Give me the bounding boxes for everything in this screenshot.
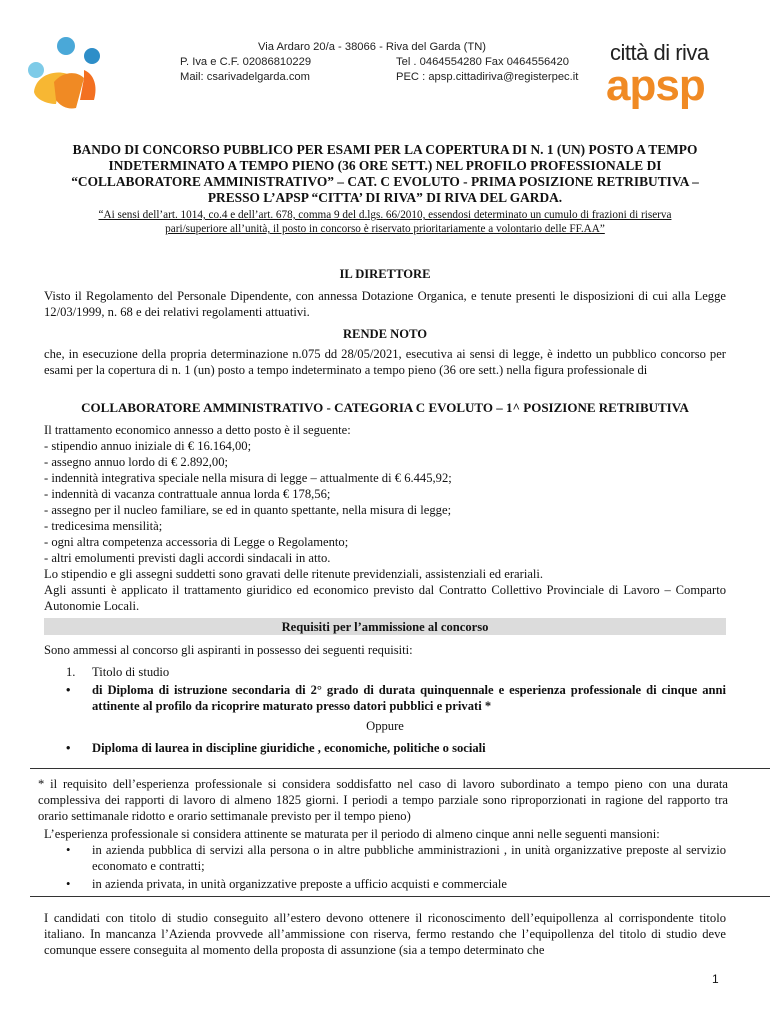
- list-item: - stipendio annuo iniziale di € 16.164,00;: [44, 439, 252, 453]
- list-number: 1.: [66, 665, 76, 679]
- header-vat: P. Iva e C.F. 02086810229: [180, 56, 312, 68]
- foreign-qualification-text: I candidati con titolo di studio conseguito all’estero devono ottenere il riconoscimento dell’equipollenza al corrispondente titolo italiano. In mancanza l’Azienda provvede all’ammissione con riserva, fermo restando che l’equipollenza del titolo di studio deve comunque essere conseguita al momento della proposta di assunzione (sia a tempo determinato che: [44, 911, 726, 957]
- header-pec: PEC : apsp.cittadiriva@registerpec.it: [396, 71, 579, 83]
- list-item: - altri emolumenti previsti dagli accordi sindacali in atto.: [44, 551, 331, 565]
- title-line: PRESSO L’APSP “CITTA’ DI RIVA” DI RIVA DEL GARDA.: [207, 190, 563, 205]
- reservation-note: [44, 208, 726, 236]
- page-title: [44, 142, 726, 206]
- logo-text-top: città di riva: [610, 40, 709, 65]
- requirements-intro: Sono ammessi al concorso gli aspiranti in possesso dei seguenti requisiti:: [44, 643, 413, 657]
- experience-bullet-public: in azienda pubblica di servizi alla persona o in altre pubbliche amministrazioni , in unità organizzative preposte al servizio economato e contratti;: [92, 843, 726, 873]
- page-number: 1: [712, 972, 719, 986]
- header-address: Via Ardaro 20/a - 38066 - Riva del Garda (TN): [258, 41, 487, 53]
- salary-list: [44, 422, 726, 582]
- oppure-text: Oppure: [366, 719, 404, 733]
- bullet-icon: •: [66, 877, 71, 891]
- bullet-icon: •: [66, 741, 71, 755]
- note-line: pari/superiore all’unità, il posto in concorso è riservato prioritariamente a volontario delle FF.AA”: [165, 223, 605, 235]
- notice-text: che, in esecuzione della propria determinazione n.075 dd 28/05/2021, esecutiva ai sensi di legge, è indetto un pubblico concorso per esami per la copertura di n. 1 (un) posto a tempo indeterminato a tempo pieno (36 ore sett.) nella figura professionale di: [44, 347, 726, 377]
- requirement-bullet-laurea: • Diploma di laurea in discipline giuridiche , economiche, politiche o sociali: [66, 741, 486, 755]
- title-line: BANDO DI CONCORSO PUBBLICO PER ESAMI PER LA COPERTURA DI N. 1 (UN) POSTO A TEMPO: [72, 142, 698, 157]
- logo-text-big: apsp: [606, 61, 705, 110]
- director-text: Visto il Regolamento del Personale Dipendente, con annessa Dotazione Organica, e tenute presenti le disposizioni di cui alla Legge 12/03/1999, n. 68 e dei relativi regolamenti attuativi.: [44, 289, 726, 319]
- header-contact-block: [180, 40, 600, 85]
- bullet-icon: •: [66, 683, 71, 697]
- requirement-bullet-diploma: • di Diploma di istruzione secondaria di 2° grado di durata quinquennale e esperienza professionale di cinque anni attinente al profilo da ricoprire maturato presso datori pubblici e privati *: [66, 683, 726, 713]
- citta-di-riva-logo: [604, 40, 714, 120]
- experience-list: [44, 842, 726, 892]
- list-item: - assegno per il nucleo familiare, se ed in quanto spettante, nella misura di legge;: [44, 503, 452, 517]
- divider: [30, 896, 770, 897]
- title-line: “COLLABORATORE AMMINISTRATIVO” – CAT. C EVOLUTO - PRIMA POSIZIONE RETRIBUTIVA –: [71, 174, 699, 189]
- list-item: Il trattamento economico annesso a detto posto è il seguente:: [44, 423, 351, 437]
- requirements-heading: Requisiti per l’ammissione al concorso: [281, 620, 489, 634]
- bullet-icon: •: [66, 843, 71, 857]
- header-phone: Tel . 0464554280 Fax 0464556420: [396, 56, 569, 68]
- director-heading: IL DIRETTORE: [339, 267, 431, 281]
- experience-intro: L’esperienza professionale si considera attinente se maturata per il periodo di almeno cinque anni nelle seguenti mansioni:: [44, 827, 660, 841]
- title-line: INDETERMINATO A TEMPO PIENO (36 ORE SETT.) NEL PROFILO PROFESSIONALE DI: [108, 158, 662, 173]
- position-heading: COLLABORATORE AMMINISTRATIVO - CATEGORIA C EVOLUTO – 1^ POSIZIONE RETRIBUTIVA: [81, 400, 689, 415]
- list-item: - tredicesima mensilità;: [44, 519, 163, 533]
- list-item: - indennità integrativa speciale nella misura di legge – attualmente di € 6.445,92;: [44, 471, 452, 485]
- list-item: - assegno annuo lordo di € 2.892,00;: [44, 455, 228, 469]
- note-line: “Ai sensi dell’art. 1014, co.4 e dell’art. 678, comma 9 del d.lgs. 66/2010, essendosi determinato un cumulo di frazioni di riserva: [98, 209, 672, 221]
- header-mail: Mail: csarivadelgarda.com: [180, 71, 310, 83]
- list-item: - indennità di vacanza contrattuale annua lorda € 178,56;: [44, 487, 331, 501]
- footnote-text: * il requisito dell’esperienza professionale si considera soddisfatto nel caso di lavoro subordinato a tempo pieno con una durata complessiva dei rapporti di lavoro di almeno 1825 giorni. I periodi a tempo parziale sono riproporzionati in ragione del rapporto tra orario settimanale ridotto e orario settimanale previsto per il tempo pieno): [38, 777, 728, 823]
- requirement-item-1: [44, 664, 726, 714]
- contract-text: Agli assunti è applicato il trattamento giuridico ed economico previsto dal Contratto Collettivo Provinciale di Lavoro – Comparto Autonomie Locali.: [44, 583, 726, 613]
- divider: [30, 768, 770, 769]
- notice-heading: RENDE NOTO: [342, 327, 428, 341]
- experience-bullet-private: in azienda privata, in unità organizzative preposte a ufficio acquisti e commerciale: [92, 877, 507, 891]
- list-item: Lo stipendio e gli assegni suddetti sono gravati delle ritenute previdenziali, assistenziali ed erariali.: [44, 567, 544, 581]
- requirement-label: Titolo di studio: [92, 665, 170, 679]
- apsp-logo-icon: [14, 30, 110, 114]
- list-item: - ogni altra competenza accessoria di Legge o Regolamento;: [44, 535, 349, 549]
